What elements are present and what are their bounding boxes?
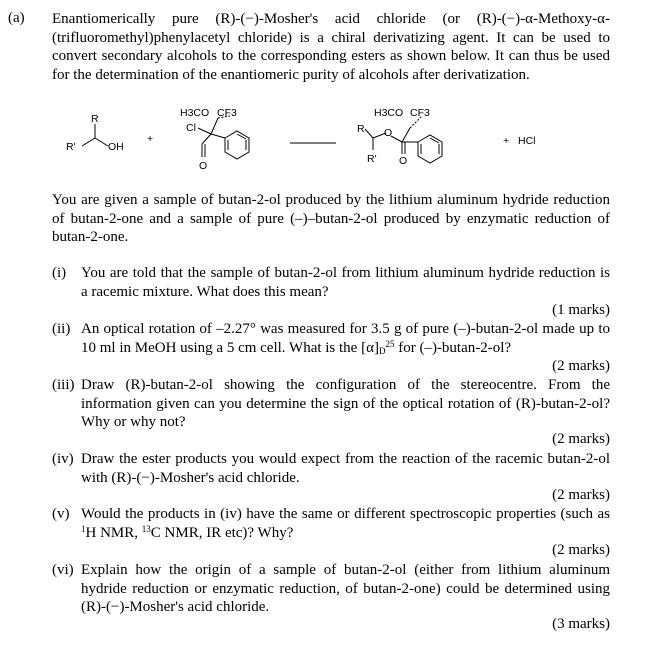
product-r-label: R bbox=[357, 123, 365, 135]
question-number: (iii) bbox=[52, 377, 75, 393]
question-number: (iv) bbox=[52, 451, 74, 467]
question-ii bbox=[52, 320, 610, 357]
question-text: Would the products in (iv) have the same or different spectroscopic properties (such as $^1$H NMR, $^{13}$C NMR, IR etc)? Why? bbox=[81, 506, 610, 541]
question-text: Draw (R)-butan-2-ol showing the configuration of the stereocentre. From the information given can you determine the sign of the optical rotation of (R)-butan-2-ol? Why or why not? bbox=[81, 377, 610, 430]
product-r-prime-label: R' bbox=[367, 153, 377, 165]
marks-i: (1 marks) bbox=[552, 302, 610, 318]
question-number: (ii) bbox=[52, 321, 71, 337]
reagent-h3co-label: H3CO bbox=[180, 107, 210, 119]
question-text: You are told that the sample of butan-2-ol from lithium aluminum hydride reduction is a racemic mixture. What does this mean? bbox=[81, 265, 610, 300]
marks-v: (2 marks) bbox=[552, 542, 610, 558]
product-h3co-label: H3CO bbox=[374, 107, 404, 119]
reagent-o-label: O bbox=[199, 160, 208, 172]
product-o-label: O bbox=[399, 155, 408, 167]
plus-sign-2: + bbox=[503, 135, 510, 147]
marks-vi: (3 marks) bbox=[552, 616, 610, 632]
reaction-scheme bbox=[60, 104, 570, 176]
alcohol-oh-label: OH bbox=[108, 141, 124, 153]
question-text: An optical rotation of –2.27° was measured for 3.5 g of pure (–)-butan-2-ol made up to 10 ml in MeOH using a 5 cm cell. What is the $[\alpha]_D^{25}$ for (–)-butan-2-ol? bbox=[81, 321, 610, 356]
hcl-label: HCl bbox=[518, 135, 536, 147]
intro-paragraph: Enantiomerically pure (R)-(−)-Mosher's acid chloride (or (R)-(−)-α-Methoxy-α-(trifluoromethyl)phenylacetyl chloride) is a chiral derivatizing agent. It can be used to convert secondary alcohols to the corresponding esters as shown below. It can thus be used for the determination of the enantiomeric purity of alcohols after derivatization. bbox=[52, 11, 610, 83]
question-i bbox=[52, 264, 610, 301]
product-ester-o-label: O bbox=[384, 127, 393, 139]
reagent-cf3-label: CF3 bbox=[217, 107, 237, 119]
reagent-cl-label: Cl bbox=[186, 122, 196, 134]
marks-iii: (2 marks) bbox=[552, 431, 610, 447]
question-iii bbox=[52, 376, 610, 432]
sample-paragraph: You are given a sample of butan-2-ol produced by the lithium aluminum hydride reduction of butan-2-one and a sample of pure (–)–butan-2-ol produced by enzymatic reduction of butan-2-one. bbox=[52, 192, 610, 245]
question-text: Draw the ester products you would expect from the reaction of the racemic butan-2-ol with (R)-(−)-Mosher's acid chloride. bbox=[81, 451, 610, 486]
question-text: Explain how the origin of a sample of butan-2-ol (either from lithium aluminum hydride reduction or enzymatic reduction, of butan-2-one) could be determined using (R)-(−)-Mosher's acid chloride. bbox=[81, 562, 610, 615]
product-cf3-label: CF3 bbox=[410, 107, 430, 119]
marks-ii: (2 marks) bbox=[552, 358, 610, 374]
part-label: (a) bbox=[8, 10, 25, 26]
question-iv bbox=[52, 450, 610, 487]
alcohol-r-label: R bbox=[91, 113, 99, 125]
question-v bbox=[52, 505, 610, 542]
question-number: (vi) bbox=[52, 562, 74, 578]
plus-sign-1: + bbox=[147, 133, 154, 145]
marks-iv: (2 marks) bbox=[552, 487, 610, 503]
alcohol-r-prime-label: R' bbox=[66, 141, 76, 153]
question-number: (v) bbox=[52, 506, 70, 522]
question-number: (i) bbox=[52, 265, 67, 281]
question-vi bbox=[52, 561, 610, 617]
